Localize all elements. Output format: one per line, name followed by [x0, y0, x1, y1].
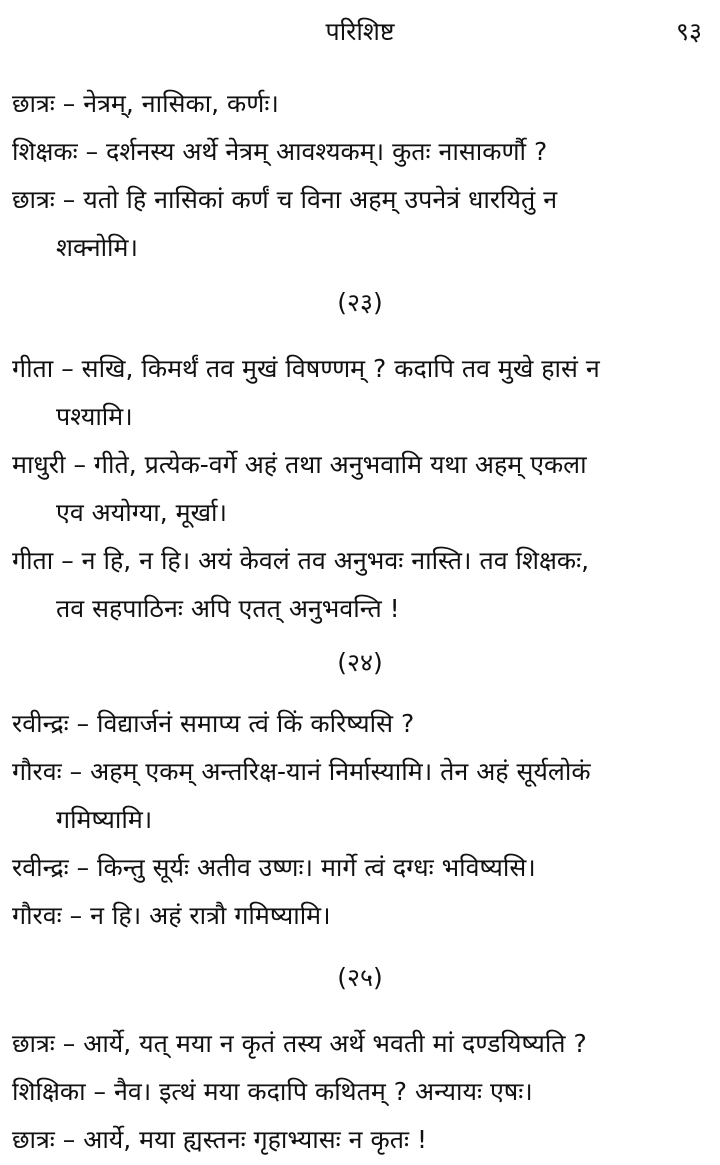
dialogue-line-continuation: गमिष्यामि।: [56, 805, 153, 834]
dialogue-line-continuation: एव अयोग्या, मूर्खा।: [56, 498, 227, 527]
dialogue-line: रवीन्द्रः – विद्यार्जनं समाप्य त्वं किं करिष्यसि ?: [12, 709, 415, 738]
dialogue-line: रवीन्द्रः – किन्तु सूर्यः अतीव उष्णः। मार्गे त्वं दग्धः भविष्यसि।: [12, 853, 536, 882]
section-number-24: (२४): [337, 648, 383, 677]
dialogue-line: शिक्षकः – दर्शनस्य अर्थे नेत्रम् आवश्यकम्। कुतः नासाकर्णौ ?: [12, 137, 548, 166]
page-header: [0, 10, 720, 50]
dialogue-line: छात्रः – आर्ये, मया ह्यस्तनः गृहाभ्यासः न कृतः !: [12, 1125, 427, 1154]
dialogue-line: माधुरी – गीते, प्रत्येक-वर्गे अहं तथा अनुभवामि यथा अहम् एकला: [12, 450, 587, 479]
dialogue-line: गौरवः – न हि। अहं रात्रौ गमिष्यामि।: [12, 901, 331, 930]
dialogue-line-continuation: पश्यामि।: [56, 402, 133, 431]
dialogue-line: छात्रः – नेत्रम्, नासिका, कर्णः।: [12, 89, 279, 118]
dialogue-line: गीता – सखि, किमर्थं तव मुखं विषण्णम् ? कदापि तव मुखे हासं न: [12, 354, 600, 383]
dialogue-block-1: [0, 80, 720, 272]
dialogue-line: शिक्षिका – नैव। इत्थं मया कदापि कथितम् ? अन्यायः एषः।: [12, 1077, 533, 1106]
dialogue-line: छात्रः – आर्ये, यत् मया न कृतं तस्य अर्थे भवती मां दण्डयिष्यति ?: [12, 1029, 587, 1058]
dialogue-line-continuation: शक्नोमि।: [56, 233, 138, 262]
dialogue-block-24: [0, 700, 720, 940]
running-title: परिशिष्ट: [325, 17, 395, 46]
dialogue-line: गीता – न हि, न हि। अयं केवलं तव अनुभवः नास्ति। तव शिक्षकः,: [12, 546, 590, 575]
dialogue-line: गौरवः – अहम् एकम् अन्तरिक्ष-यानं निर्मास्यामि। तेन अहं सूर्यलोकं: [12, 757, 591, 786]
dialogue-line-continuation: तव सहपाठिनः अपि एतत् अनुभवन्ति !: [56, 594, 400, 623]
dialogue-block-25: [0, 1020, 720, 1164]
dialogue-block-23: [0, 345, 720, 633]
section-number-25: (२५): [337, 963, 383, 992]
dialogue-line: छात्रः – यतो हि नासिकां कर्णं च विना अहम् उपनेत्रं धारयितुं न: [12, 185, 558, 214]
section-number-23: (२३): [337, 288, 383, 317]
page-number: ९३: [675, 17, 702, 46]
